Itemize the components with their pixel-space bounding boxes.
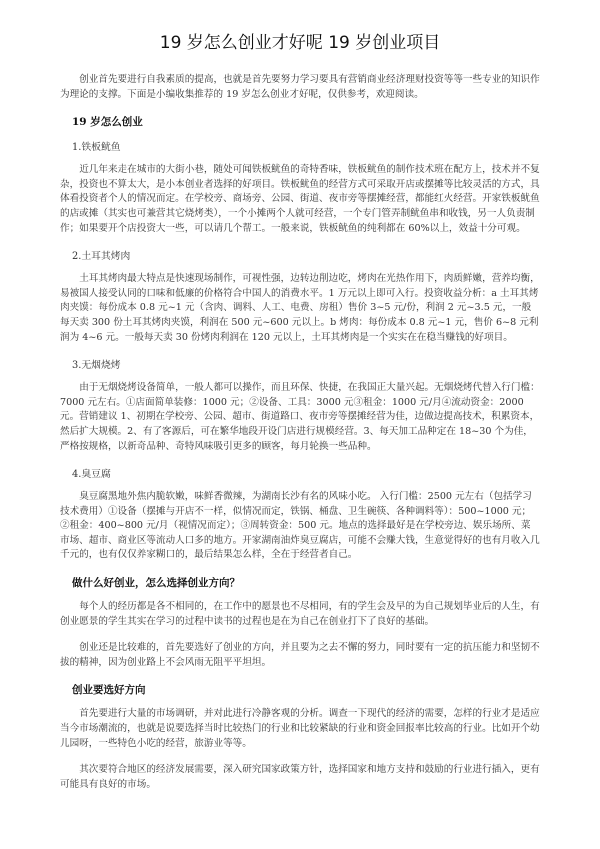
section3-paragraph-1: 首先要进行大量的市场调研，并对此进行冷静客观的分析。调查一下现代的经济的需要，怎样的行业才是适应当今市场潮流的，也就是说要选择当时比较热门的行业和比较紧缺的行业和资金回报率比较高的行业。比如开个幼儿园呀，一些特色小吃的经营，旅游业等等。: [60, 708, 540, 749]
item-title-turkish-kebab: 2.土耳其烤肉: [72, 251, 131, 263]
section-heading-choose-direction: 做什么好创业，怎么选择创业方向？: [72, 577, 240, 590]
section2-paragraph-2: 创业还是比较难的，首先要选好了创业的方向，并且要为之去不懈的努力，同时要有一定的抗压能力和坚韧不拔的精神，因为创业路上不会风雨无阻平平坦坦。: [60, 642, 540, 668]
item-text-stinky-tofu: 臭豆腐黑地外焦内脆软嫩，味鲜香微辣，为湖南长沙有名的风味小吃。 入行门槛：2500 元左右（包括学习技术费用）①设备（摆摊与开店不一样，似情况而定，铁锅、桶盘、卫生碗筷、各种调料等）：500~1000 元；②租金：400~800 元/月（视情况而定）；③周转资金：500 元。地点的选择最好是在学校旁边、娱乐场所、菜市场、超市、商业区等流动人口多的地方。开家湖南油炸臭豆腐店，可能不会赚大钱，生意觉得好的也有月收入几千元的，也有仅仅养家糊口的，最后结果怎么样，全在于经营者自己。: [60, 491, 540, 561]
item-text-squid: 近几年来走在城市的大街小巷，随处可闻铁板鱿鱼的奇特香味，铁板鱿鱼的制作技术班在配方上，技术并不复杂，投资也不算太大，是小本创业者选择的好项目。铁板鱿鱼的经营方式可采取开店或摆摊等比较灵活的方式，具体看投资者个人的情况而定。在学校旁、商场旁、公园、街道、夜市旁等摆摊经营，都能红火经营。开家铁板鱿鱼的店或摊（其实也可兼营其它烧烤类），一个小摊两个人就可经营，一个专门管弄制鱿鱼串和收钱，另一人负责制作；如果要开个店投资大一些，可以请几个帮工。一般来说，铁板鱿鱼的纯利都在 60%以上，效益十分可观。: [60, 164, 540, 234]
item-title-squid: 1.铁板鱿鱼: [72, 142, 121, 154]
section2-paragraph-1: 每个人的经历都是各不相同的，在工作中的愿景也不尽相同，有的学生会及早的为自己规划毕业后的人生，有创业愿景的学生其实在学习的过程中读书的过程也是在为自己在创业打下了良好的基础。: [60, 601, 540, 627]
item-title-stinky-tofu: 4.臭豆腐: [72, 469, 111, 481]
section3-paragraph-2: 其次要符合地区的经济发展需要，深入研究国家政策方针，选择国家和地方支持和鼓励的行业进行插入，更有可能具有良好的市场。: [60, 764, 540, 790]
item-text-turkish-kebab: 土耳其烤肉最大特点是快速现场制作，可视性强，边转边削边吃，烤肉在光热作用下，肉质鲜嫩，营养均衡，易被国人接受认同的口味和低廉的价格符合中国人的消费水平。1 万元以上即可入行。投资收益分析：a 土耳其烤肉夹馍：每份成本 0.8 元~1 元（含肉、调料、人工、电费、房租）售价 3~5 元/份，利润 2 元~3.5 元，一般每天卖 300 份土耳其烤肉夹馍，利润在 500 元~600 元以上。b 烤肉：每份成本 0.8 元~1 元，售价 6~8 元利润为 4~6 元。一般每天卖 30 份烤肉利润在 120 元以上，土耳其烤肉是一个实实在在稳当赚钱的好项目。: [60, 273, 540, 343]
intro-paragraph: 创业首先要进行自我素质的提高，也就是首先要努力学习要具有营销商业经济理财投资等等一些专业的知识作为理论的支撑。下面是小编收集推荐的 19 岁怎么创业才好呢，仅供参考，欢迎阅读。: [60, 74, 540, 100]
page-title: 19 岁怎么创业才好呢 19 岁创业项目: [159, 33, 441, 53]
item-text-smokeless-bbq: 由于无烟烧烤设备简单，一般人都可以操作，而且环保、快捷，在我国正大量兴起。无烟烧烤代替入行门槛：7000 元左右。①店面简单装修：1000 元；②设备、工具：3000 元③租金：1000 元/月④流动资金：2000 元。营销建议 1、初期在学校旁、公园、超市、街道路口、夜市旁等摆摊经营为佳，边做边提高技术，积累资本，然后扩大规模。2、有了客源后，可在繁华地段开设门店进行规模经营。3、每天加工品种定在 18~30 个为佳，严格按规格，以新奇品种、奇特风味吸引更多的顾客，每月轮换一些品种。: [60, 382, 540, 452]
item-title-smokeless-bbq: 3.无烟烧烤: [72, 360, 121, 372]
section-heading-right-direction: 创业要选好方向: [72, 684, 146, 697]
section-heading-how-to-start: 19 岁怎么创业: [72, 116, 143, 129]
